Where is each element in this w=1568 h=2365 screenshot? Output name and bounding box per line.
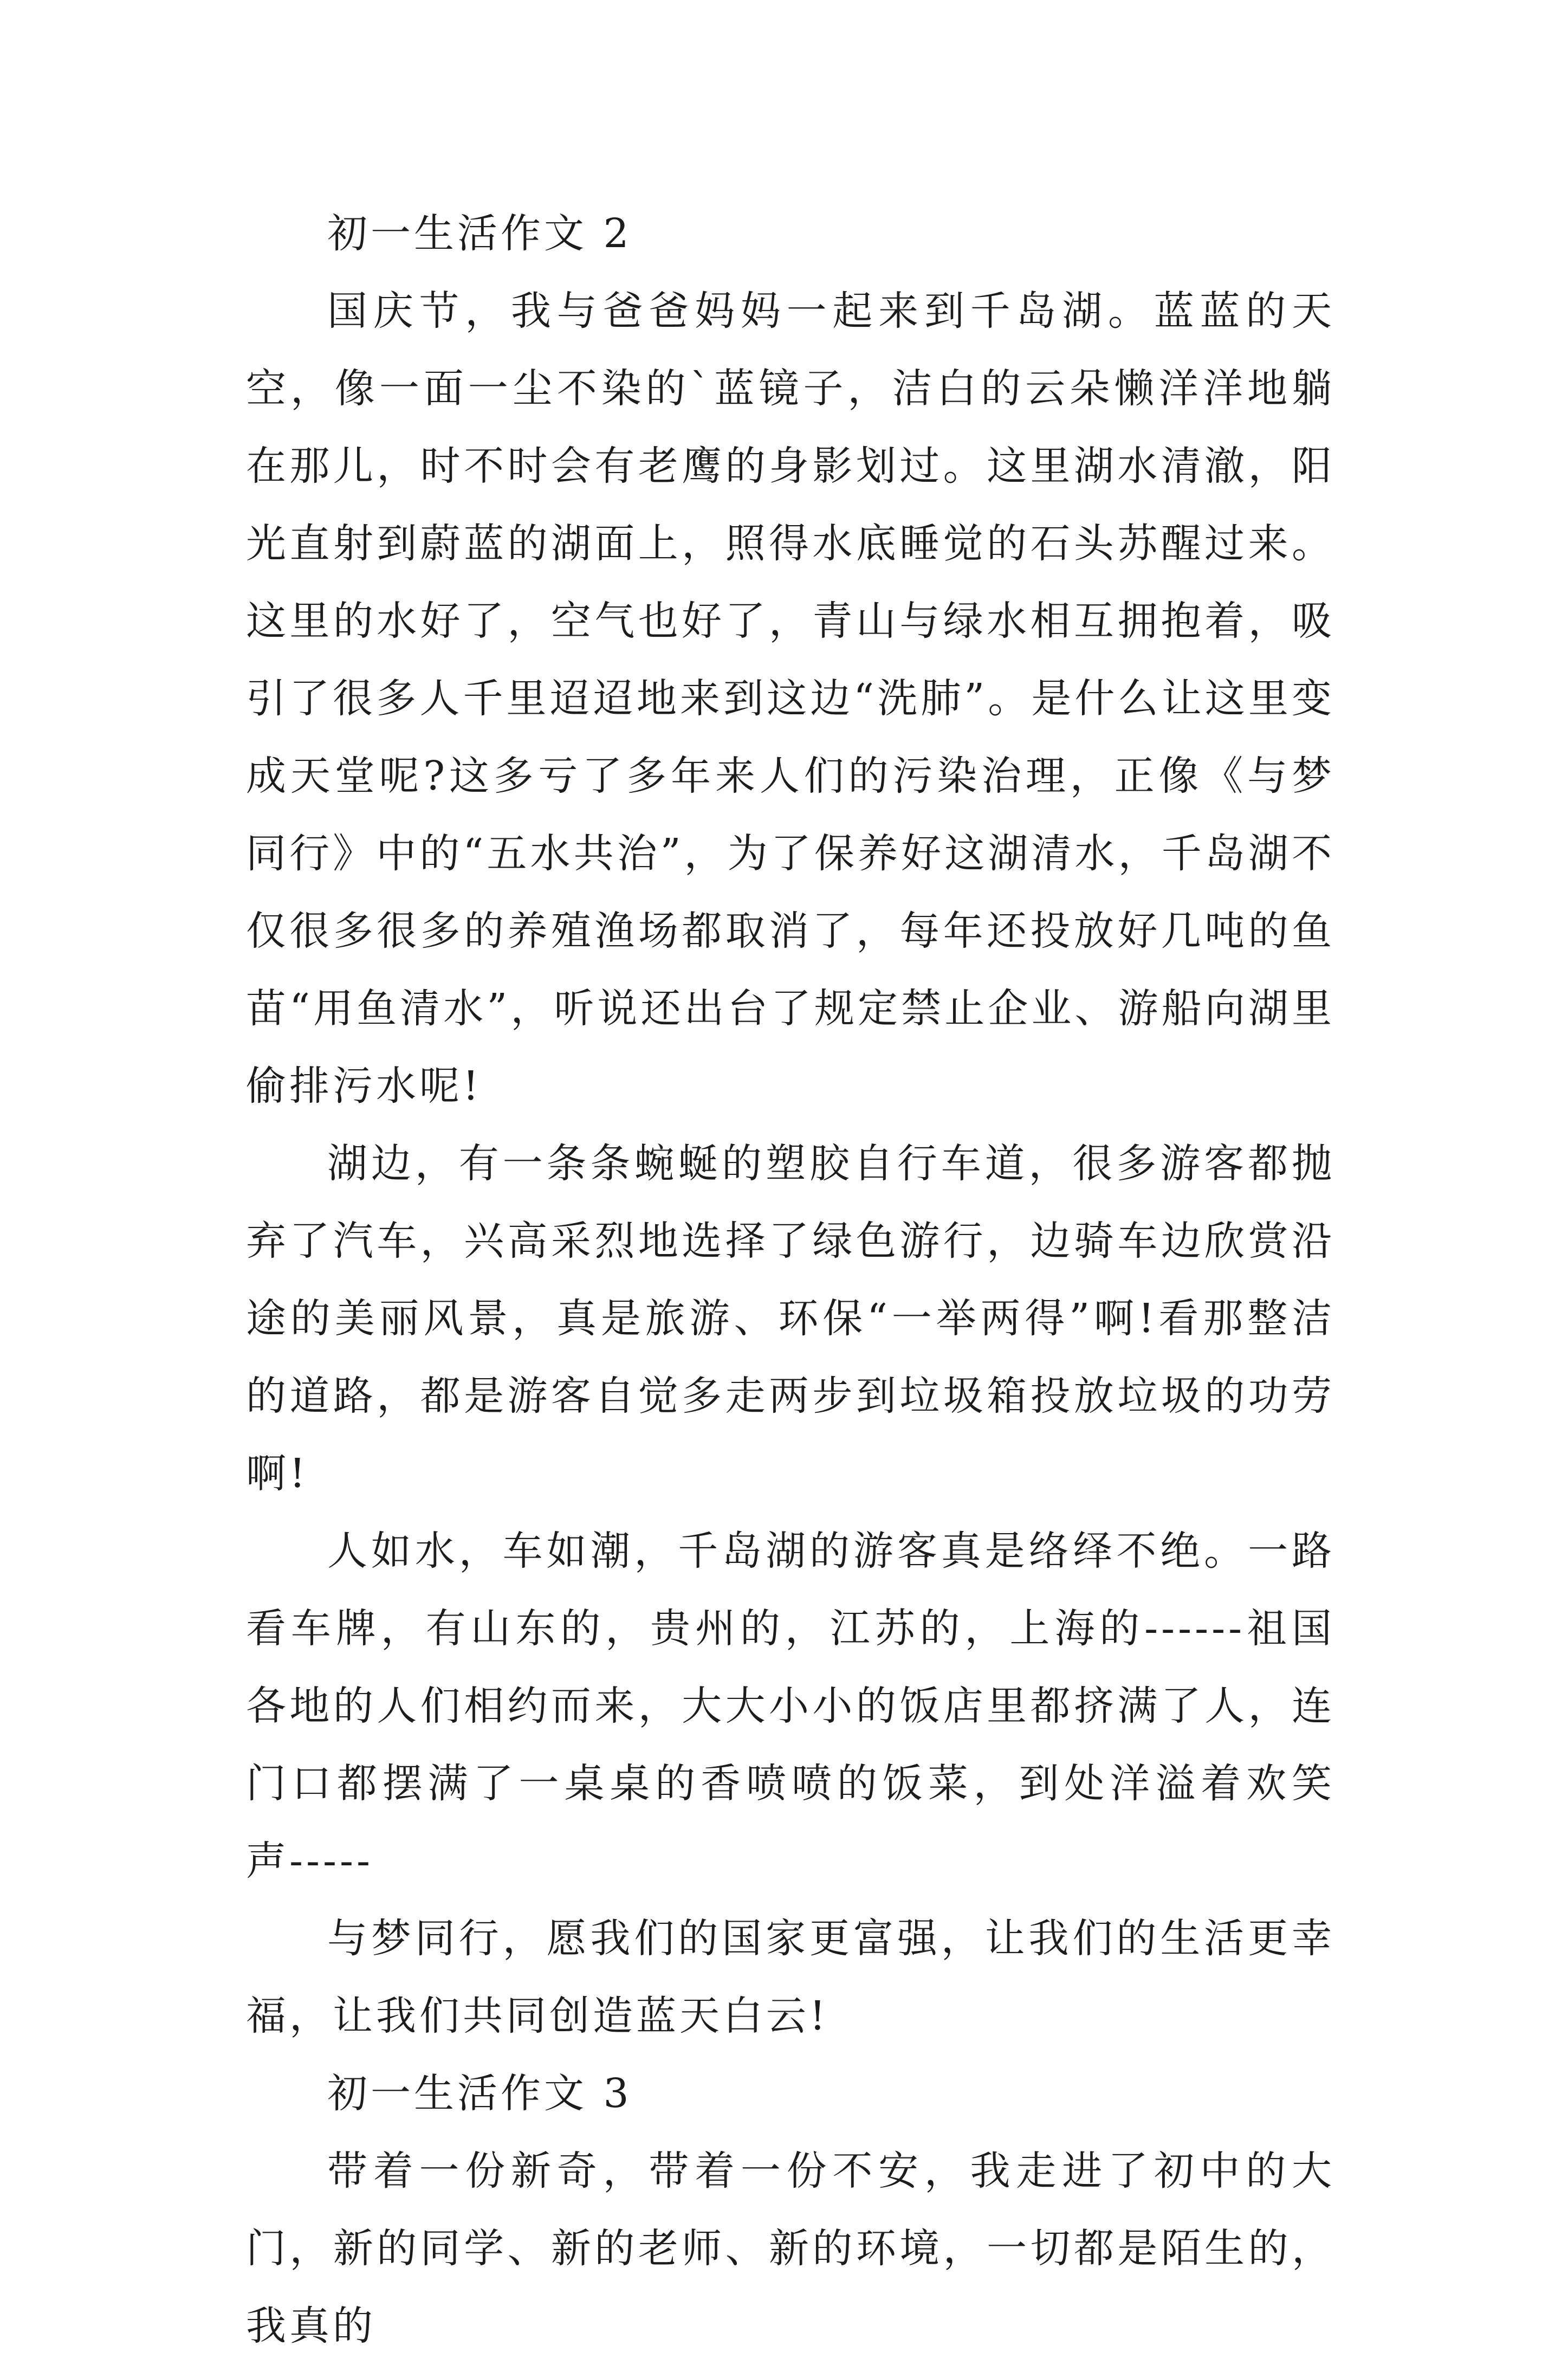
paragraph: 国庆节，我与爸爸妈妈一起来到千岛湖。蓝蓝的天空，像一面一尘不染的`蓝镜子，洁白的云朵懒洋洋地躺在那儿，时不时会有老鹰的身影划过。这里湖水清澈，阳光直射到蔚蓝的湖面上，照得水底睡觉的石头苏醒过来。这里的水好了，空气也好了，青山与绿水相互拥抱着，吸引了很多人千里迢迢地来到这边“洗肺”。是什么让这里变成天堂呢?这多亏了多年来人们的污染治理，正像《与梦同行》中的“五水共治”，为了保养好这湖清水，千岛湖不仅很多很多的养殖渔场都取消了，每年还投放好几吨的鱼苗“用鱼清水”，听说还出台了规定禁止企业、游船向湖里偷排污水呢!	[246, 288, 1335, 1109]
paragraph: 与梦同行，愿我们的国家更富强，让我们的生活更幸福，让我们共同创造蓝天白云!	[246, 1915, 1335, 2039]
paragraph: 湖边，有一条条蜿蜒的塑胶自行车道，很多游客都抛弃了汽车，兴高采烈地选择了绿色游行，边骑车边欣赏沿途的美丽风景，真是旅游、环保“一举两得”啊!看那整洁的道路，都是游客自觉多走两步到垃圾箱投放垃圾的功劳啊!	[246, 1140, 1335, 1497]
section-heading: 初一生活作文 2	[327, 210, 632, 257]
paragraph: 带着一份新奇，带着一份不安，我走进了初中的大门，新的同学、新的老师、新的环境，一切都是陌生的，我真的	[246, 2148, 1335, 2349]
paragraph: 人如水，车如潮，千岛湖的游客真是络绎不绝。一路看车牌，有山东的，贵州的，江苏的，上海的------祖国各地的人们相约而来，大大小小的饭店里都挤满了人，连门口都摆满了一桌桌的香喷喷的饭菜，到处洋溢着欢笑声-----	[246, 1528, 1335, 1884]
section-heading: 初一生活作文 3	[327, 2070, 632, 2117]
document-body	[246, 195, 1335, 2365]
